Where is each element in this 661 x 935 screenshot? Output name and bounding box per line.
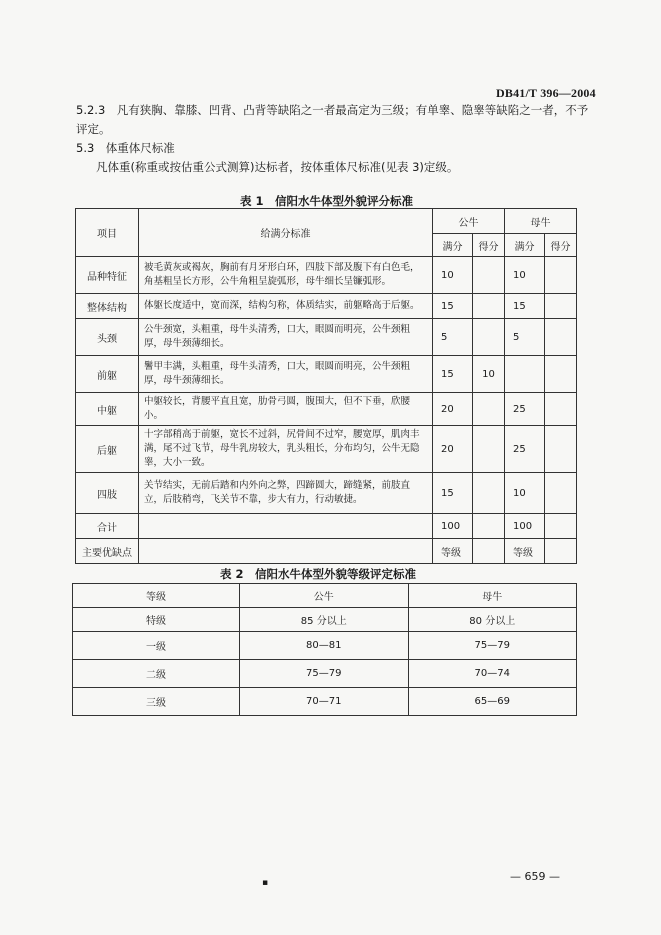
- row-female-full: 100: [505, 514, 545, 539]
- table1-header-row: [76, 209, 577, 234]
- row-female-full: 10: [505, 257, 545, 294]
- row-female-score: [545, 426, 577, 473]
- table2-caption: 表 2 信阳水牛体型外貌等级评定标准: [220, 567, 417, 581]
- row-male-full: 100: [433, 514, 473, 539]
- row-female-score: [545, 319, 577, 356]
- row-female-score: [545, 294, 577, 319]
- row-male-full: 20: [433, 426, 473, 473]
- table-row: [73, 608, 577, 632]
- col-female-full: 满分: [505, 234, 545, 257]
- col-male-score: 得分: [473, 234, 505, 257]
- row-male-full: 10: [433, 257, 473, 294]
- table-row: [73, 688, 577, 716]
- grade-table: [72, 583, 577, 716]
- row-male-score: 10: [473, 356, 505, 393]
- table1-caption: 表 1 信阳水牛体型外貌评分标准: [240, 194, 414, 208]
- row-male-full: 5: [433, 319, 473, 356]
- row-female-score: [545, 514, 577, 539]
- row-standard: 中躯较长，背腰平直且宽，肋骨弓圆，腹围大，但不下垂，欣腰小。: [139, 393, 433, 426]
- row-female-full: 25: [505, 426, 545, 473]
- row-female-score: [545, 356, 577, 393]
- row-male-score: [473, 473, 505, 514]
- row-male-score: [473, 257, 505, 294]
- row-standard: 被毛黄灰或褐灰，胸前有月牙形白环，四肢下部及腹下有白色毛，角基粗呈长方形，公牛角粗呈旋弧形，母牛细长呈镰弧形。: [139, 257, 433, 294]
- row-standard: 鬐甲丰满，头粗重，母牛头清秀，口大，眼圆而明亮，公牛颈粗厚，母牛颈薄细长。: [139, 356, 433, 393]
- row-female-score: [545, 257, 577, 294]
- row-female-full: [505, 356, 545, 393]
- row-female: 70—74: [408, 660, 577, 688]
- row-grade: 二级: [73, 660, 240, 688]
- col-female: 母牛: [408, 584, 577, 608]
- table-row: [76, 319, 577, 356]
- row-standard: 公牛颈宽，头粗重，母牛头清秀，口大，眼圆而明亮，公牛颈粗厚，母牛颈薄细长。: [139, 319, 433, 356]
- row-item: 头颈: [76, 319, 139, 356]
- row-female-full: 等级: [505, 539, 545, 564]
- row-item: 合计: [76, 514, 139, 539]
- row-male-full: 等级: [433, 539, 473, 564]
- col-female: 母牛: [505, 209, 577, 234]
- table-row: [73, 660, 577, 688]
- col-male-full: 满分: [433, 234, 473, 257]
- row-item: 中躯: [76, 393, 139, 426]
- row-female: 65—69: [408, 688, 577, 716]
- row-female-full: 15: [505, 294, 545, 319]
- row-item: 前躯: [76, 356, 139, 393]
- table-row: [76, 473, 577, 514]
- row-standard: 体躯长度适中，宽而深，结构匀称，体质结实，前躯略高于后躯。: [139, 294, 433, 319]
- row-male: 70—71: [240, 688, 409, 716]
- row-female-score: [545, 393, 577, 426]
- row-male-full: 15: [433, 473, 473, 514]
- appearance-score-table: [75, 208, 577, 564]
- page-number: — 659 —: [510, 870, 560, 883]
- clause-5-3-body: 凡体重(称重或按估重公式测算)达标者，按体重体尺标准(见表 3)定级。: [96, 160, 459, 174]
- row-female: 80 分以上: [408, 608, 577, 632]
- row-female-score: [545, 473, 577, 514]
- row-standard: 关节结实，无前后踏和内外向之弊，四蹄圆大，蹄缝紧，前肢直立，后肢稍弯，飞关节不靠，步大有力，行动敏捷。: [139, 473, 433, 514]
- row-male-score: [473, 514, 505, 539]
- clause-5-3-heading: 5.3 体重体尺标准: [76, 141, 175, 155]
- row-male: 85 分以上: [240, 608, 409, 632]
- table-row: [76, 257, 577, 294]
- row-male-full: 20: [433, 393, 473, 426]
- row-standard: [139, 539, 433, 564]
- row-grade: 一级: [73, 632, 240, 660]
- table-row: [76, 294, 577, 319]
- row-female-full: 10: [505, 473, 545, 514]
- col-item: 项目: [76, 209, 139, 257]
- row-female: 75—79: [408, 632, 577, 660]
- row-female-full: 25: [505, 393, 545, 426]
- row-standard: [139, 514, 433, 539]
- row-male: 80—81: [240, 632, 409, 660]
- row-male-full: 15: [433, 356, 473, 393]
- table-row: [76, 356, 577, 393]
- col-male: 公牛: [433, 209, 505, 234]
- table-row: [73, 632, 577, 660]
- row-item: 品种特征: [76, 257, 139, 294]
- table-row: [76, 426, 577, 473]
- table-row: [76, 393, 577, 426]
- row-item: 整体结构: [76, 294, 139, 319]
- row-grade: 特级: [73, 608, 240, 632]
- scan-speck: ▪: [262, 878, 269, 888]
- row-male-score: [473, 539, 505, 564]
- row-item: 后躯: [76, 426, 139, 473]
- row-item: 主要优缺点: [76, 539, 139, 564]
- row-male-score: [473, 393, 505, 426]
- row-male-score: [473, 294, 505, 319]
- col-male: 公牛: [240, 584, 409, 608]
- row-grade: 三级: [73, 688, 240, 716]
- clause-5-2-3: 5.2.3 凡有狭胸、靠膝、凹背、凸背等缺陷之一者最高定为三级；有单睾、隐睾等缺陷之一者，不予评定。: [76, 103, 589, 136]
- col-standard: 给满分标准: [139, 209, 433, 257]
- row-female-score: [545, 539, 577, 564]
- table2-header-row: [73, 584, 577, 608]
- table-row: [76, 539, 577, 564]
- row-male-full: 15: [433, 294, 473, 319]
- col-grade: 等级: [73, 584, 240, 608]
- row-male: 75—79: [240, 660, 409, 688]
- col-female-score: 得分: [545, 234, 577, 257]
- row-female-full: 5: [505, 319, 545, 356]
- standard-code: DB41/T 396—2004: [496, 86, 596, 100]
- table-row: [76, 514, 577, 539]
- row-standard: 十字部稍高于前躯，宽长不过斜，尻骨间不过窄，腰宽厚，肌肉丰满，尾不过飞节，母牛乳房较大，乳头粗长，分布均匀，公牛无隐睾，大小一致。: [139, 426, 433, 473]
- row-male-score: [473, 426, 505, 473]
- row-item: 四肢: [76, 473, 139, 514]
- row-male-score: [473, 319, 505, 356]
